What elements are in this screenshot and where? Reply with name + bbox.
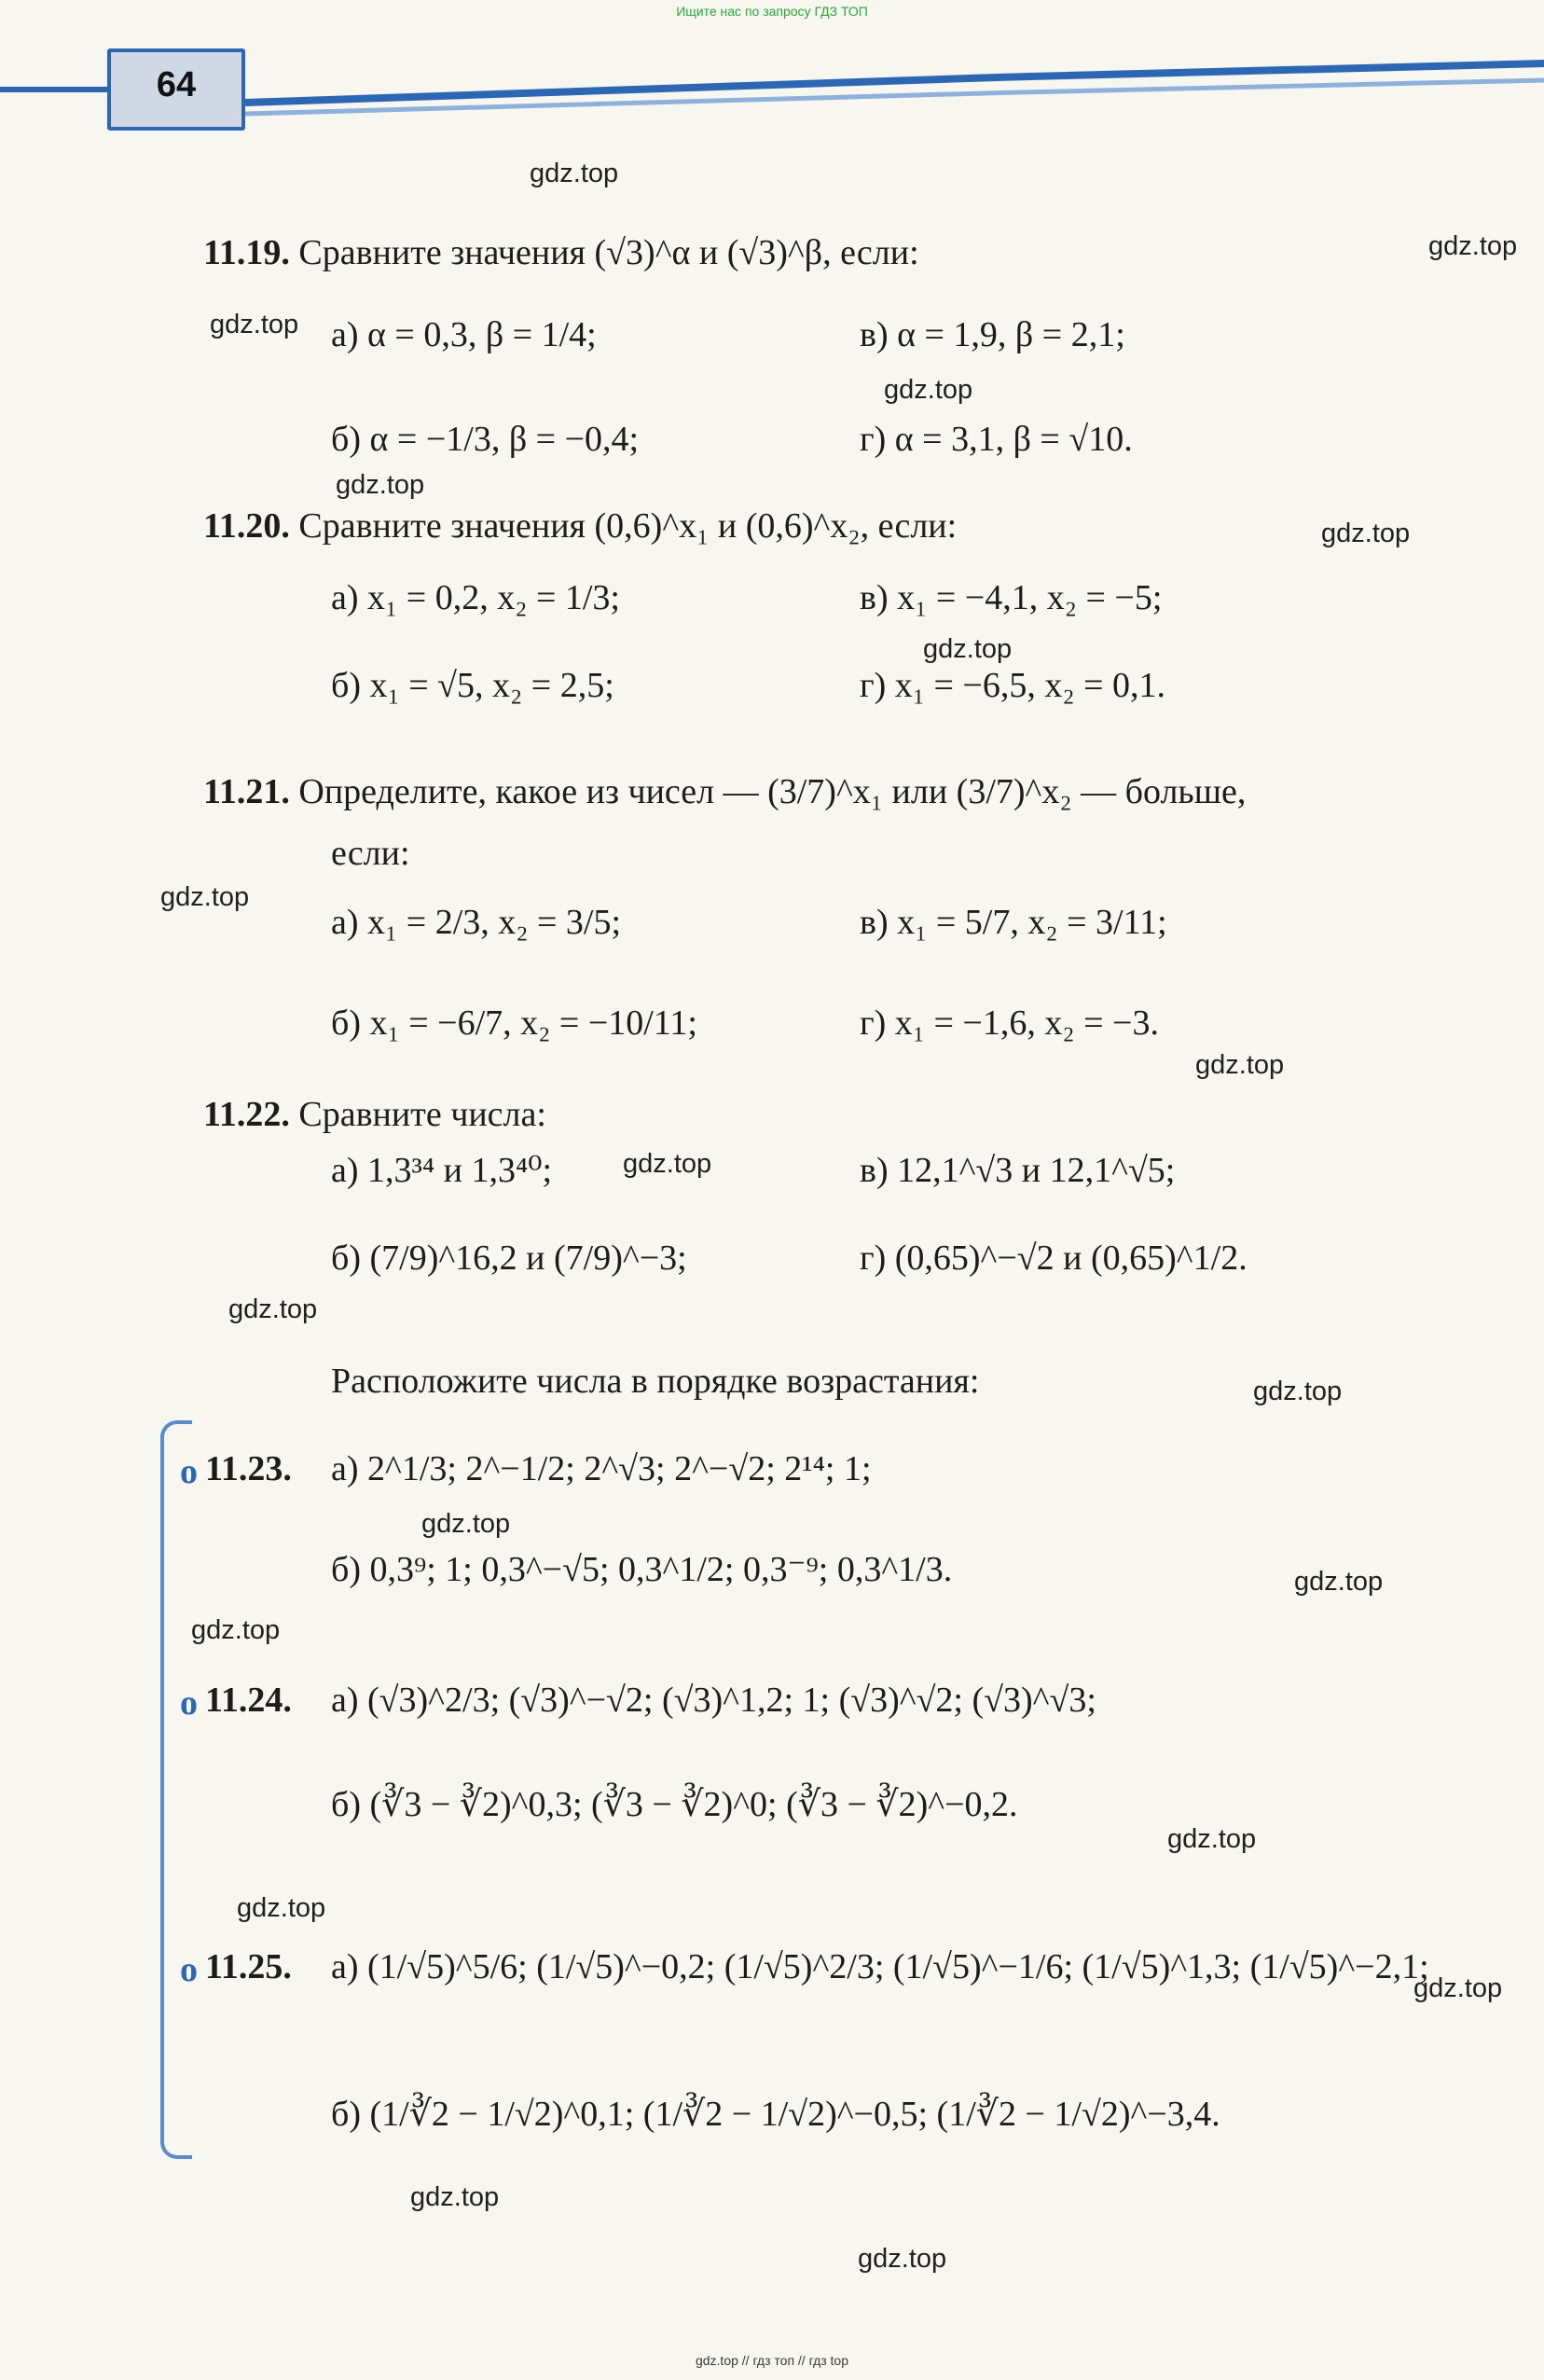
header-stripe — [0, 35, 1544, 119]
watermark: gdz.top — [1413, 1973, 1503, 2003]
ex-11-24-number: 11.24. — [205, 1681, 292, 1720]
watermark: gdz.top — [884, 375, 973, 405]
ex-11-21-text: Определите, какое из чисел — (3/7)^x₁ или (3/7)^x₂ — больше, — [298, 772, 1247, 811]
ex-11-22-number: 11.22. — [203, 1095, 290, 1134]
page-number: 64 — [156, 65, 197, 104]
ex-11-22-b: б) (7/9)^16,2 и (7/9)^−3; — [331, 1238, 687, 1278]
watermark: gdz.top — [1195, 1050, 1285, 1080]
ex-11-22-statement — [203, 1097, 546, 1132]
ex-11-20-statement — [203, 508, 957, 544]
watermark: gdz.top — [1253, 1377, 1343, 1406]
watermark: gdz.top — [228, 1294, 318, 1324]
ex-11-19-b: б) α = −1/3, β = −0,4; — [331, 420, 640, 459]
ex-11-23-b: б) 0,3⁹; 1; 0,3^−√5; 0,3^1/2; 0,3⁻⁹; 0,3^1/3. — [331, 1550, 953, 1589]
ex-11-22-v: в) 12,1^√3 и 12,1^√5; — [860, 1151, 1176, 1190]
watermark: gdz.top — [1321, 519, 1411, 548]
ex-11-19-g: г) α = 3,1, β = √10. — [860, 420, 1133, 459]
group-bracket — [160, 1420, 192, 2159]
ex-11-20-a: а) x₁ = 0,2, x₂ = 1/3; — [331, 578, 620, 617]
ex-11-20-b: б) x₁ = √5, x₂ = 2,5; — [331, 666, 614, 705]
watermark: gdz.top — [336, 470, 425, 500]
ex-11-19-statement — [203, 235, 919, 270]
ex-11-21-statement — [203, 774, 1246, 809]
watermark: gdz.top — [858, 2244, 947, 2274]
ex-11-23-a: а) 2^1/3; 2^−1/2; 2^√3; 2^−√2; 2¹⁴; 1; — [331, 1449, 872, 1488]
ex-11-21-number: 11.21. — [203, 772, 290, 811]
watermark: gdz.top — [191, 1615, 281, 1645]
watermark: gdz.top — [237, 1893, 326, 1923]
ex-11-21-a: а) x₁ = 2/3, x₂ = 3/5; — [331, 903, 622, 942]
watermark: gdz.top — [623, 1149, 712, 1179]
ex-11-20-v: в) x₁ = −4,1, x₂ = −5; — [860, 578, 1163, 617]
ex-11-24-b: б) (∛3 − ∛2)^0,3; (∛3 − ∛2)^0; (∛3 − ∛2)^−0,2. — [331, 1785, 1018, 1824]
watermark: gdz.top — [421, 1509, 511, 1539]
ex-11-24-marker: o — [180, 1683, 198, 1723]
ex-11-19-number: 11.19. — [203, 233, 290, 272]
ex-11-19-a: а) α = 0,3, β = 1/4; — [331, 315, 597, 354]
watermark: gdz.top — [410, 2182, 500, 2212]
ex-11-25-number: 11.25. — [205, 1947, 292, 1986]
ex-11-19-text: Сравните значения (√3)^α и (√3)^β, если: — [298, 233, 919, 272]
watermark: gdz.top — [160, 882, 250, 912]
ex-11-21-g: г) x₁ = −1,6, x₂ = −3. — [860, 1003, 1159, 1043]
ex-11-22-text: Сравните числа: — [298, 1095, 546, 1134]
ex-11-25-marker: o — [180, 1950, 198, 1989]
order-heading: Расположите числа в порядке возрастания: — [331, 1362, 980, 1401]
watermark: gdz.top — [210, 310, 299, 339]
ex-11-21-text2: если: — [331, 834, 410, 873]
ex-11-20-g: г) x₁ = −6,5, x₂ = 0,1. — [860, 666, 1166, 705]
watermark: gdz.top — [1167, 1824, 1257, 1854]
top-banner: Ищите нас по запросу ГДЗ ТОП — [676, 4, 868, 19]
ex-11-24-a: а) (√3)^2/3; (√3)^−√2; (√3)^1,2; 1; (√3)^√2; (√3)^√3; — [331, 1681, 1096, 1720]
ex-11-19-v: в) α = 1,9, β = 2,1; — [860, 315, 1125, 354]
watermark: gdz.top — [1428, 231, 1518, 261]
ex-11-21-b: б) x₁ = −6/7, x₂ = −10/11; — [331, 1003, 697, 1043]
watermark: gdz.top — [1294, 1567, 1384, 1597]
ex-11-23-number: 11.23. — [205, 1449, 292, 1488]
ex-11-23-marker: o — [180, 1452, 198, 1491]
footer: gdz.top // гдз топ // гдз top — [695, 2353, 849, 2368]
ex-11-20-number: 11.20. — [203, 506, 290, 546]
ex-11-25-a: а) (1/√5)^5/6; (1/√5)^−0,2; (1/√5)^2/3; (1/√5)^−1/6; (1/√5)^1,3; (1/√5)^−2,1; — [331, 1947, 1429, 1986]
ex-11-22-a: а) 1,3³⁴ и 1,3⁴⁰; — [331, 1151, 553, 1190]
ex-11-25-b: б) (1/∛2 − 1/√2)^0,1; (1/∛2 − 1/√2)^−0,5; (1/∛2 − 1/√2)^−3,4. — [331, 2095, 1220, 2134]
watermark: gdz.top — [530, 159, 619, 188]
watermark: gdz.top — [923, 634, 1013, 664]
ex-11-20-text: Сравните значения (0,6)^x₁ и (0,6)^x₂, если: — [298, 506, 958, 546]
ex-11-21-v: в) x₁ = 5/7, x₂ = 3/11; — [860, 903, 1167, 942]
ex-11-22-g: г) (0,65)^−√2 и (0,65)^1/2. — [860, 1238, 1248, 1278]
